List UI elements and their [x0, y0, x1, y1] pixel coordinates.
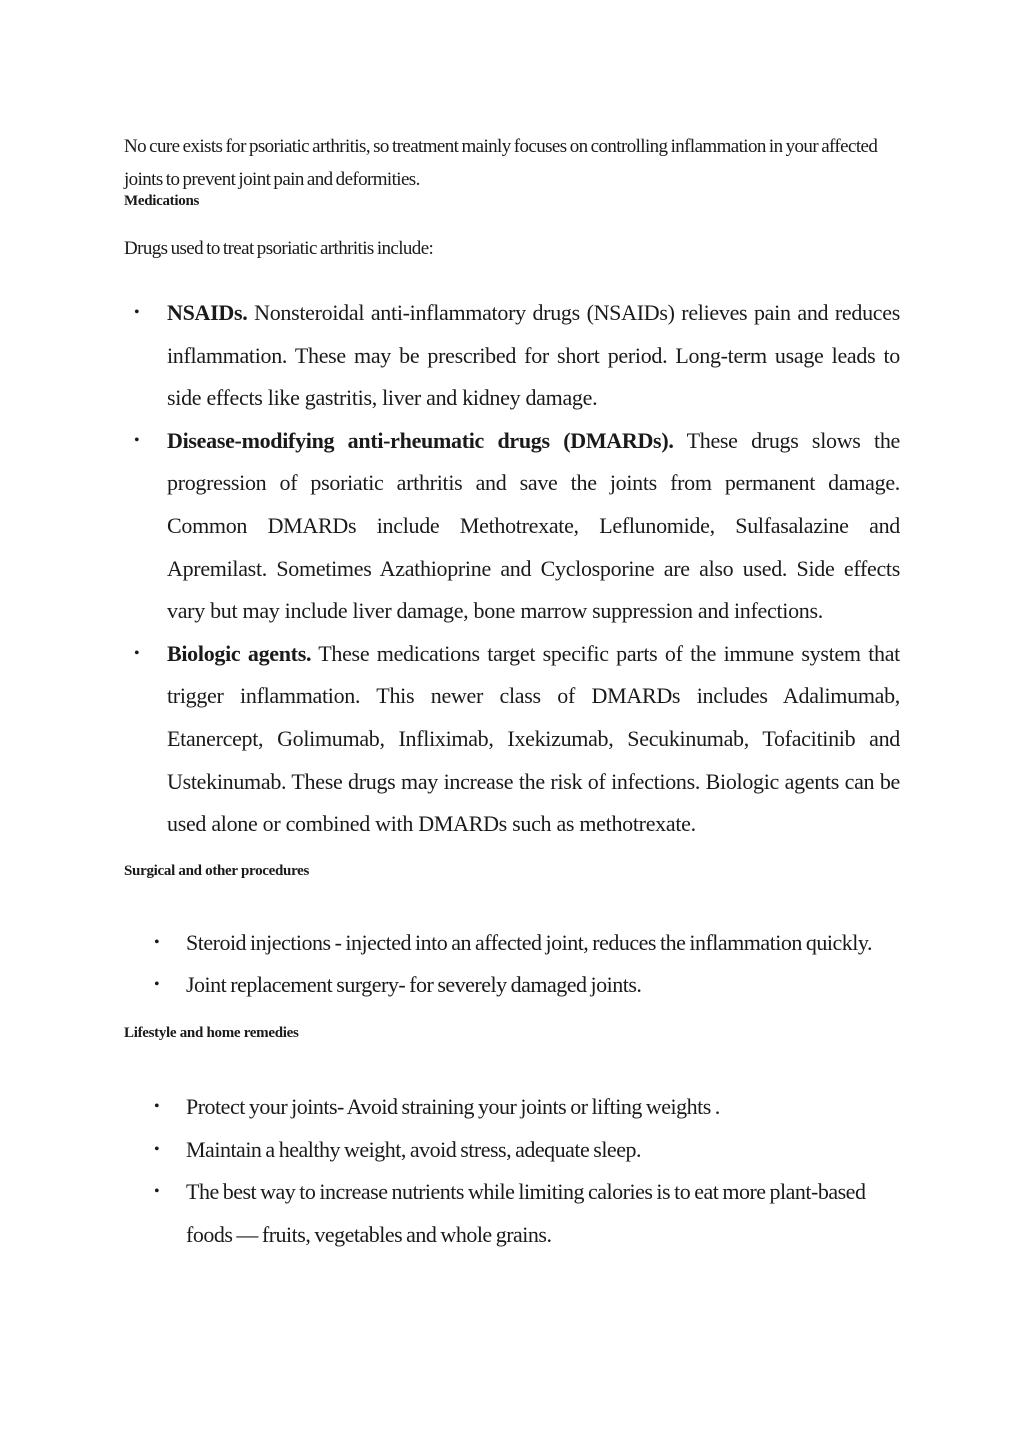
list-item-text: The best way to increase nutrients while limiting calories is to eat more plant-based foods — fruits, vegetables and whole grains. [186, 1179, 866, 1247]
list-item-term: Biologic agents. [167, 640, 312, 666]
list-item-text: These medications target specific parts of the immune system that trigger inflammation. This newer class of DMARDs includes Adalimumab, Etanercept, Golimumab, Infliximab, Ixekizumab, Secukinumab, Tofacitinib and Ustekinumab. These drugs may increase the risk of infections. Biologic agents can be used alone or combined with DMARDs such as methotrexate. [167, 640, 900, 837]
list-item [124, 922, 900, 965]
bullet-icon: • [154, 1097, 160, 1115]
medications-list [124, 292, 900, 846]
list-item-text: Joint replacement surgery- for severely damaged joints. [186, 972, 642, 998]
list-item-text: Protect your joints- Avoid straining your joints or lifting weights . [186, 1093, 720, 1119]
list-item [124, 1171, 900, 1256]
document-page [124, 130, 900, 1256]
list-item [124, 292, 900, 420]
bullet-icon: • [134, 644, 140, 662]
medications-lead: Drugs used to treat psoriatic arthritis include: [124, 238, 434, 259]
list-item-text: Maintain a healthy weight, avoid stress, adequate sleep. [186, 1136, 641, 1162]
list-item-term: Disease-modifying anti-rheumatic drugs (DMARDs). [167, 427, 674, 453]
list-item [124, 964, 900, 1007]
surgical-list [124, 922, 900, 1007]
list-item-text: Nonsteroidal anti-inflammatory drugs (NSAIDs) relieves pain and reduces inflammation. These may be prescribed for short period. Long-term usage leads to side effects like gastritis, liver and kidney damage. [167, 300, 900, 411]
list-item [124, 1129, 900, 1172]
lifestyle-heading: Lifestyle and home remedies [124, 1024, 299, 1041]
list-item [124, 1086, 900, 1129]
list-item-text: These drugs slows the progression of psoriatic arthritis and save the joints from permanent damage. Common DMARDs include Methotrexate, Leflunomide, Sulfasalazine and Apremilast. Sometimes Azathioprine and Cyclosporine are also used. Side effects vary but may include liver damage, bone marrow suppression and infections. [167, 427, 900, 624]
intro-paragraph: No cure exists for psoriatic arthritis, so treatment mainly focuses on controlling inflammation in your affected joints to prevent joint pain and deformities. [124, 136, 878, 190]
medications-heading: Medications [124, 193, 200, 209]
bullet-icon: • [154, 1183, 160, 1201]
list-item [124, 633, 900, 846]
list-item-text: Steroid injections - injected into an affected joint, reduces the inflammation quickly. [186, 929, 872, 955]
bullet-icon: • [154, 976, 160, 994]
bullet-icon: • [154, 1140, 160, 1158]
lifestyle-list [124, 1086, 900, 1256]
bullet-icon: • [154, 933, 160, 951]
bullet-icon: • [134, 431, 140, 449]
list-item [124, 420, 900, 633]
list-item-term: NSAIDs. [167, 300, 248, 325]
bullet-icon: • [134, 304, 140, 321]
surgical-heading: Surgical and other procedures [124, 862, 310, 879]
